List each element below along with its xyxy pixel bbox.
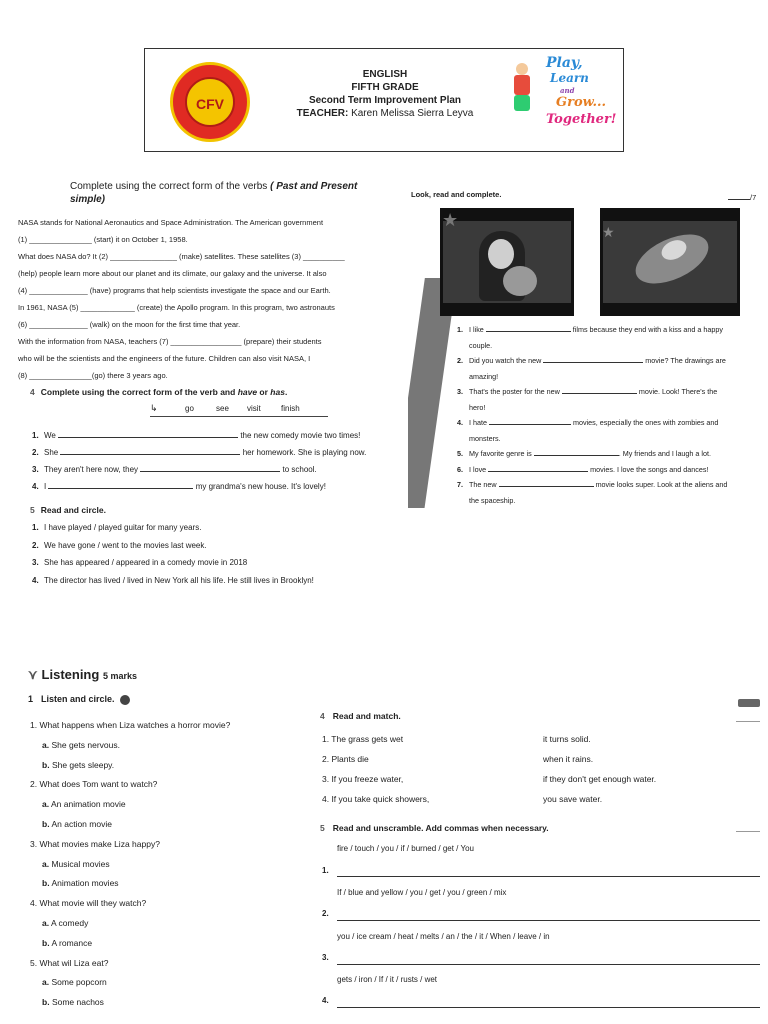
match-right-item[interactable]: you save water. [543, 794, 603, 804]
item-text: . My friends and I laugh a lot. [618, 449, 712, 458]
list-item [32, 572, 402, 590]
read-circle-title [30, 505, 106, 515]
school-logo [170, 62, 250, 142]
option-b[interactable]: b. Some nachos [42, 997, 104, 1008]
score-line [736, 721, 760, 722]
item-text: The new [469, 480, 499, 489]
list-item [32, 478, 402, 495]
match-right-column [543, 729, 753, 809]
answer-blank[interactable] [543, 353, 643, 363]
section-number: 5 [30, 505, 35, 515]
score-tab [738, 699, 760, 707]
teacher-label: TEACHER: [296, 108, 349, 119]
logo-letters: CFV [185, 77, 235, 127]
option-a[interactable]: a. Some popcorn [42, 977, 107, 988]
section-number: 4 [30, 387, 35, 397]
item-post: my grandma's new house. It's lovely! [195, 482, 326, 491]
list-item [32, 461, 402, 478]
answer-number: 2. [322, 909, 329, 918]
have-has-mid: or [257, 387, 271, 397]
read-circle-title-text: Read and circle. [40, 505, 106, 515]
option-a[interactable]: a. An animation movie [42, 799, 126, 810]
badge-word-5: Together! [546, 112, 617, 127]
question: 1. What happens when Liza watches a horror movie? [30, 720, 231, 730]
nasa-line: NASA stands for National Aeronautics and Space Administration. The American government [18, 218, 324, 227]
list-item [457, 415, 767, 446]
word-bank-item: go [185, 404, 194, 413]
badge-word-2: Learn [550, 71, 589, 85]
nasa-line: (6) ______________ (walk) on the moon for the first time that year. [18, 320, 241, 329]
answer-line[interactable] [337, 920, 760, 921]
word-bank-item: see [216, 404, 229, 413]
nasa-line: With the information from NASA, teachers (7) _________________ (prepare) their students [18, 337, 322, 346]
item-text: I hate [469, 418, 489, 427]
option-text: A comedy [51, 917, 89, 928]
word-bank-item: visit [247, 404, 261, 413]
list-item [32, 444, 402, 461]
star-icon: ★ [442, 210, 459, 230]
option-b[interactable]: b. Animation movies [42, 878, 119, 889]
option-text: Musical movies [51, 858, 110, 869]
item-text: films because they end with a kiss and a happy [570, 325, 724, 334]
match-left-item[interactable]: 1. The grass gets wet [322, 734, 404, 744]
nasa-line: What does NASA do? It (2) ________________ (make) satellites. These satellites (3) __________ [18, 252, 345, 261]
item-text: amazing! [469, 371, 499, 381]
option-a[interactable]: a. A comedy [42, 917, 89, 928]
teacher-name: Karen Melissa Sierra Leyva [351, 108, 474, 119]
item-pre: She [44, 448, 59, 457]
option-text: An action movie [51, 818, 112, 829]
item-text: The director has lived / lived in New York all his life. He still lives in Brooklyn! [44, 575, 314, 585]
item-post: to school. [282, 465, 317, 474]
have-has-title: 4 Complete using the correct form of the verb and have or has. [30, 387, 288, 397]
item-number: 3. [457, 387, 463, 396]
plan-title: Second Term Improvement Plan [308, 95, 462, 106]
item-pre: I [44, 482, 47, 491]
question: 3. What movies make Liza happy? [30, 838, 160, 849]
item-text: movie. Look! There's the [636, 387, 718, 396]
play-learn-badge [510, 55, 616, 137]
have-has-list [32, 427, 402, 495]
match-right-item[interactable]: when it rains. [543, 754, 594, 764]
item-number: 3. [32, 558, 39, 567]
listening-marks: 5 marks [102, 671, 137, 681]
has-em: has [270, 387, 285, 397]
nasa-line: In 1961, NASA (5) _____________ (create) the Apollo program. In this program, two astronauts [18, 303, 335, 312]
verbs-title-plain: Complete using the correct form of the verbs [70, 181, 271, 192]
item-pre: They aren't here now, they [44, 465, 139, 474]
answer-line[interactable] [337, 876, 760, 877]
item-text: She has appeared / appeared in a comedy movie in 2018 [44, 558, 248, 567]
unscramble-title-text: Read and unscramble. Add commas when necessary. [332, 823, 549, 833]
nasa-line: (help) people learn more about our planet and its climate, our galaxy and the universe. It also [18, 269, 327, 278]
answer-blank[interactable] [499, 477, 594, 487]
answer-number: 1. [322, 866, 329, 875]
listening-title [28, 667, 137, 683]
answer-blank[interactable] [486, 322, 571, 332]
option-text: Some nachos [51, 997, 104, 1008]
scrambled-words: fire / touch / you / if / burned / get / You [337, 844, 474, 853]
option-text: She gets sleepy. [51, 759, 115, 770]
answer-blank[interactable] [534, 446, 619, 456]
item-number: 2. [457, 356, 463, 365]
match-right-item[interactable]: if they don't get enough water. [543, 774, 657, 784]
nasa-paragraph [18, 214, 408, 384]
word-bank [150, 403, 328, 417]
answer-blank[interactable] [48, 479, 193, 489]
answer-blank[interactable] [140, 462, 280, 472]
item-text: I have played / played guitar for many years. [44, 523, 202, 532]
answer-line[interactable] [337, 1007, 760, 1008]
verbs-title [70, 180, 360, 206]
match-left-column [322, 729, 532, 809]
item-text: I love [469, 464, 489, 474]
option-b[interactable]: b. She gets sleepy. [42, 759, 115, 770]
listening-questions [30, 716, 310, 1013]
answer-blank[interactable] [488, 462, 588, 472]
option-a[interactable]: a. She gets nervous. [42, 739, 120, 750]
section-number: 1 [28, 694, 34, 704]
have-has-title-text: Complete using the correct form of the verb and [40, 387, 238, 397]
answer-blank[interactable] [489, 415, 571, 425]
match-right-item[interactable]: it turns solid. [543, 734, 591, 744]
spaceship-movie-frame [600, 208, 740, 316]
vampire-movie-frame [440, 208, 574, 316]
kids-illustration [512, 63, 534, 123]
look-read-title: Look, read and complete. [411, 190, 502, 199]
badge-word-3: and [560, 86, 575, 95]
listen-circle-text: Listen and circle. [41, 694, 115, 704]
score-text: /7 [750, 193, 757, 202]
list-item [457, 384, 767, 415]
scrambled-words: If / blue and yellow / you / get / you / green / mix [337, 888, 507, 897]
list-item [457, 446, 767, 462]
answer-number: 3. [322, 953, 329, 962]
word-bank-item: finish [281, 404, 300, 413]
listen-circle-title [28, 694, 130, 705]
nasa-line: (1) _______________ (start) it on October 1, 1958. [18, 235, 188, 244]
item-number: 6. [457, 464, 463, 474]
read-match-title-text: Read and match. [332, 711, 401, 721]
grade: FIFTH GRADE [351, 82, 419, 93]
item-text: movies, especially the ones with zombies and [570, 418, 719, 427]
item-number: 5. [457, 449, 463, 458]
item-number: 4. [32, 575, 39, 585]
answer-blank[interactable] [562, 384, 637, 394]
item-number: 2. [32, 448, 39, 457]
have-em: have [237, 387, 258, 397]
arrow-icon: ↳ [150, 403, 158, 413]
item-post: her homework. She is playing now. [242, 448, 367, 457]
answer-blank[interactable] [58, 428, 238, 438]
option-text: An animation movie [51, 799, 126, 810]
subject: ENGLISH [362, 69, 408, 80]
badge-word-4: Grow... [556, 95, 607, 110]
option-a[interactable]: a. Musical movies [42, 858, 110, 869]
item-text: movie? The drawings are [643, 356, 726, 365]
answer-line[interactable] [337, 964, 760, 965]
list-item [457, 477, 767, 508]
header-text [260, 68, 510, 120]
item-number: 1. [457, 325, 463, 334]
audio-icon[interactable] [120, 695, 130, 705]
answer-blank[interactable] [60, 445, 240, 455]
item-text: the spaceship. [469, 495, 516, 505]
question: 4. What movie will they watch? [30, 898, 147, 909]
option-text: Some popcorn [51, 977, 107, 988]
item-text: movie looks super. Look at the aliens and [593, 480, 728, 489]
option-text: A romance [51, 937, 93, 948]
item-text: That's the poster for the new [469, 387, 562, 396]
list-item [457, 462, 767, 478]
list-item [32, 519, 402, 537]
item-number: 4. [32, 482, 39, 491]
list-item [32, 427, 402, 444]
listening-title-text: Listening [41, 667, 100, 682]
verbs-title-italic: ( Past and Present simple) [70, 181, 358, 205]
list-item [457, 353, 767, 384]
question: 5. What wil Liza eat? [30, 957, 109, 968]
unscramble-title [320, 823, 549, 833]
scrambled-words: you / ice cream / heat / melts / an / the / it / When / leave / in [337, 932, 550, 941]
look-read-list [457, 322, 767, 508]
item-text: My favorite genre is [469, 449, 534, 458]
teacher-line [260, 107, 510, 120]
item-text: I like [469, 325, 486, 334]
item-number: 4. [457, 418, 463, 427]
answer-number: 4. [322, 996, 329, 1005]
read-match-title [320, 711, 401, 721]
item-text: movies. I love the songs and dances! [588, 464, 709, 474]
option-b[interactable]: b. An action movie [42, 818, 112, 829]
item-number: 7. [457, 480, 463, 489]
score-line [736, 831, 760, 832]
read-circle-list [32, 519, 402, 589]
item-text: We have gone / went to the movies last week. [44, 540, 207, 550]
scrambled-words: gets / iron / If / it / rusts / wet [337, 975, 438, 984]
nasa-line: (4) ______________ (have) programs that help scientists investigate the space and our Earth. [18, 286, 331, 295]
option-text: She gets nervous. [51, 739, 120, 750]
list-item [32, 554, 402, 572]
section-number: 4 [320, 711, 325, 721]
item-text: couple. [469, 340, 493, 350]
list-item [457, 322, 767, 353]
match-left-item[interactable]: 2. Plants die [322, 754, 369, 764]
item-post: the new comedy movie two times! [240, 431, 361, 440]
item-pre: We [44, 431, 56, 440]
question: 2. What does Tom want to watch? [30, 779, 158, 790]
section-number: 5 [320, 823, 325, 833]
badge-word-1: Play, [546, 55, 583, 71]
match-left-item[interactable]: 3. If you freeze water, [322, 774, 404, 784]
item-number: 3. [32, 465, 39, 474]
star-icon: ★ [602, 224, 615, 240]
nasa-line: who will be the scientists and the engineers of the future. Children can also visit NASA, I [18, 354, 311, 363]
item-number: 2. [32, 540, 39, 550]
item-text: Did you watch the new [469, 356, 544, 365]
option-text: Animation movies [51, 878, 119, 889]
match-left-item[interactable]: 4. If you take quick showers, [322, 794, 430, 804]
item-text: hero! [469, 402, 486, 412]
option-b[interactable]: b. A romance [42, 937, 93, 948]
nasa-line: (8) _______________(go) there 3 years ago. [18, 371, 168, 380]
list-item [32, 537, 402, 555]
item-text: monsters. [469, 433, 501, 443]
listening-icon: ⋎ [28, 667, 38, 682]
item-number: 1. [32, 523, 39, 532]
item-number: 1. [32, 431, 39, 440]
